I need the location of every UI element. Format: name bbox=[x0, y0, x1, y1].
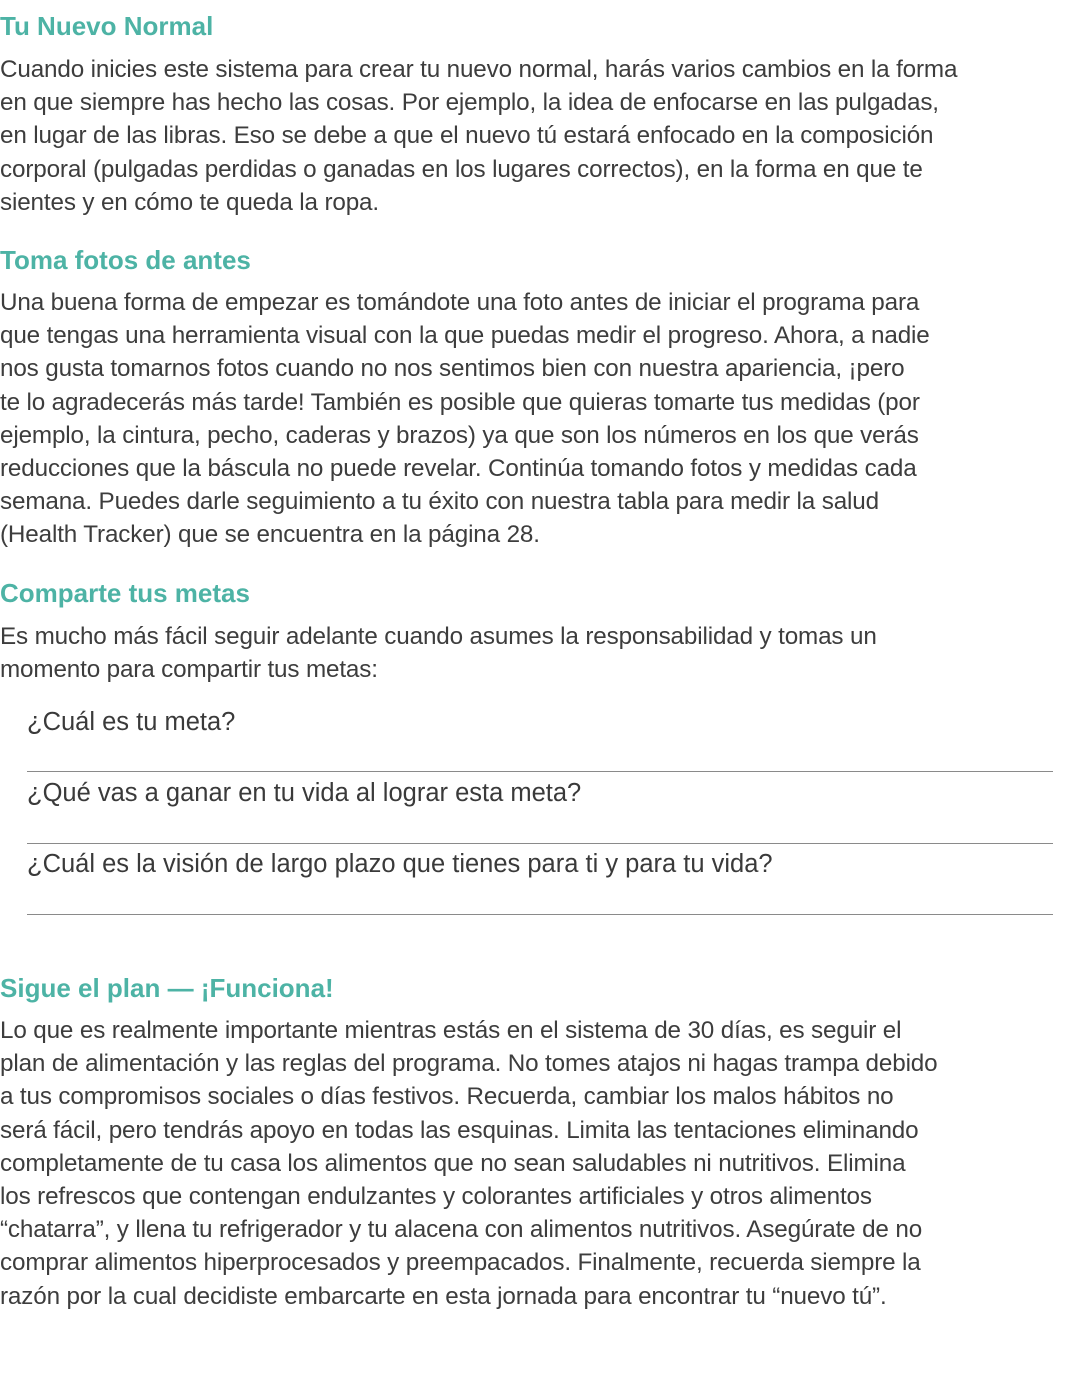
text-line: los refrescos que contengan endulzantes y colorantes artificiales y otros alimentos bbox=[0, 1183, 872, 1211]
text-line: corporal (pulgadas perdidas o ganadas en los lugares correctos), en la forma en que te bbox=[0, 155, 923, 183]
goal-question-3: ¿Cuál es la visión de largo plazo que tienes para ti y para tu vida? bbox=[27, 850, 773, 878]
text-line: Lo que es realmente importante mientras estás en el sistema de 30 días, es seguir el bbox=[0, 1017, 902, 1044]
text-line: Una buena forma de empezar es tomándote una foto antes de iniciar el programa para bbox=[0, 289, 920, 316]
text-line: será fácil, pero tendrás apoyo en todas las esquinas. Limita las tentaciones eliminando bbox=[0, 1116, 919, 1144]
paragraph-comparte-metas bbox=[0, 620, 1080, 686]
text-line: momento para compartir tus metas: bbox=[0, 656, 378, 684]
text-line: en que siempre has hecho las cosas. Por ejemplo, la idea de enfocarse en las pulgadas, bbox=[0, 89, 939, 117]
text-line: Cuando inicies este sistema para crear tu nuevo normal, harás varios cambios en la forma bbox=[0, 56, 958, 83]
text-line: ejemplo, la cintura, pecho, caderas y brazos) ya que son los números en los que verás bbox=[0, 421, 919, 449]
goal-question-1: ¿Cuál es tu meta? bbox=[27, 708, 236, 736]
text-line: semana. Puedes darle seguimiento a tu éxito con nuestra tabla para medir la salud bbox=[0, 488, 879, 516]
text-line: Es mucho más fácil seguir adelante cuando asumes la responsabilidad y tomas un bbox=[0, 623, 877, 650]
goal-answer-line-2[interactable] bbox=[27, 843, 1053, 844]
heading-tu-nuevo-normal: Tu Nuevo Normal bbox=[0, 11, 214, 41]
paragraph-sigue-el-plan bbox=[0, 1014, 1080, 1313]
text-line: que tengas una herramienta visual con la que puedas medir el progreso. Ahora, a nadie bbox=[0, 322, 930, 350]
text-line: (Health Tracker) que se encuentra en la página 28. bbox=[0, 521, 540, 549]
goal-question-2: ¿Qué vas a ganar en tu vida al lograr esta meta? bbox=[27, 779, 582, 807]
text-line: razón por la cual decidiste embarcarte en esta jornada para encontrar tu “nuevo tú”. bbox=[0, 1282, 887, 1310]
text-line: plan de alimentación y las reglas del programa. No tomes atajos ni hagas trampa debido bbox=[0, 1050, 938, 1078]
goal-answer-line-3[interactable] bbox=[27, 914, 1053, 915]
text-line: sientes y en cómo te queda la ropa. bbox=[0, 188, 379, 216]
text-line: “chatarra”, y llena tu refrigerador y tu alacena con alimentos nutritivos. Asegúrate de no bbox=[0, 1216, 923, 1244]
text-line: te lo agradecerás más tarde! También es posible que quieras tomarte tus medidas (por bbox=[0, 388, 920, 416]
heading-sigue-el-plan: Sigue el plan — ¡Funciona! bbox=[0, 973, 334, 1003]
text-line: comprar alimentos hiperprocesados y preempacados. Finalmente, recuerda siempre la bbox=[0, 1249, 921, 1277]
text-line: a tus compromisos sociales o días festivos. Recuerda, cambiar los malos hábitos no bbox=[0, 1083, 894, 1111]
text-line: en lugar de las libras. Eso se debe a que el nuevo tú estará enfocado en la composición bbox=[0, 122, 934, 150]
heading-comparte-metas: Comparte tus metas bbox=[0, 578, 250, 608]
goal-answer-line-1[interactable] bbox=[27, 771, 1053, 772]
paragraph-toma-fotos bbox=[0, 286, 1080, 552]
text-line: completamente de tu casa los alimentos que no sean saludables ni nutritivos. Elimina bbox=[0, 1149, 906, 1177]
paragraph-tu-nuevo-normal bbox=[0, 53, 1080, 219]
heading-toma-fotos: Toma fotos de antes bbox=[0, 245, 251, 275]
text-line: nos gusta tomarnos fotos cuando no nos sentimos bien con nuestra apariencia, ¡pero bbox=[0, 355, 905, 383]
text-line: reducciones que la báscula no puede revelar. Continúa tomando fotos y medidas cada bbox=[0, 455, 917, 483]
